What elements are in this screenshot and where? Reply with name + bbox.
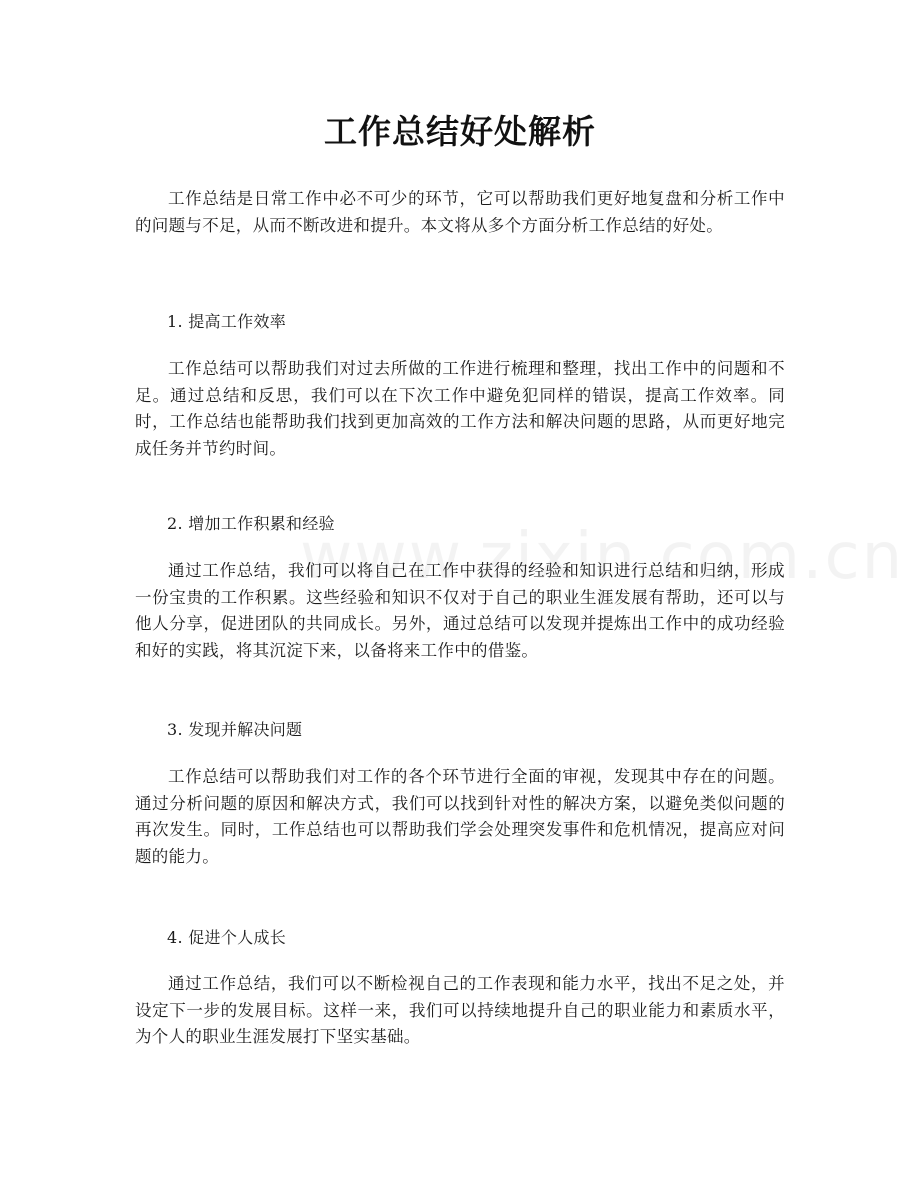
intro-paragraph: 工作总结是日常工作中必不可少的环节，它可以帮助我们更好地复盘和分析工作中的问题与不足，从而不断改进和提升。本文将从多个方面分析工作总结的好处。 — [135, 189, 785, 235]
section-heading-4: 4. 促进个人成长 — [167, 928, 287, 947]
section-body-1: 工作总结可以帮助我们对过去所做的工作进行梳理和整理，找出工作中的问题和不足。通过总结和反思，我们可以在下次工作中避免犯同样的错误，提高工作效率。同时，工作总结也能帮助我们找到更加高效的工作方法和解决问题的思路，从而更好地完成任务并节约时间。 — [135, 359, 785, 458]
section-body-3: 工作总结可以帮助我们对工作的各个环节进行全面的审视，发现其中存在的问题。通过分析问题的原因和解决方式，我们可以找到针对性的解决方案，以避免类似问题的再次发生。同时，工作总结也可以帮助我们学会处理突发事件和危机情况，提高应对问题的能力。 — [135, 767, 785, 866]
section-heading-3: 3. 发现并解决问题 — [167, 720, 303, 739]
document-title: 工作总结好处解析 — [324, 112, 596, 151]
section-heading-2: 2. 增加工作积累和经验 — [167, 514, 335, 533]
section-body-4: 通过工作总结，我们可以不断检视自己的工作表现和能力水平，找出不足之处，并设定下一步的发展目标。这样一来，我们可以持续地提升自己的职业能力和素质水平，为个人的职业生涯发展打下坚实基础。 — [135, 974, 785, 1046]
section-heading-1: 1. 提高工作效率 — [167, 312, 287, 331]
section-body-2: 通过工作总结，我们可以将自己在工作中获得的经验和知识进行总结和归纳，形成一份宝贵的工作积累。这些经验和知识不仅对于自己的职业生涯发展有帮助，还可以与他人分享，促进团队的共同成长。另外，通过总结可以发现并提炼出工作中的成功经验和好的实践，将其沉淀下来，以备将来工作中的借鉴。 — [135, 561, 785, 660]
